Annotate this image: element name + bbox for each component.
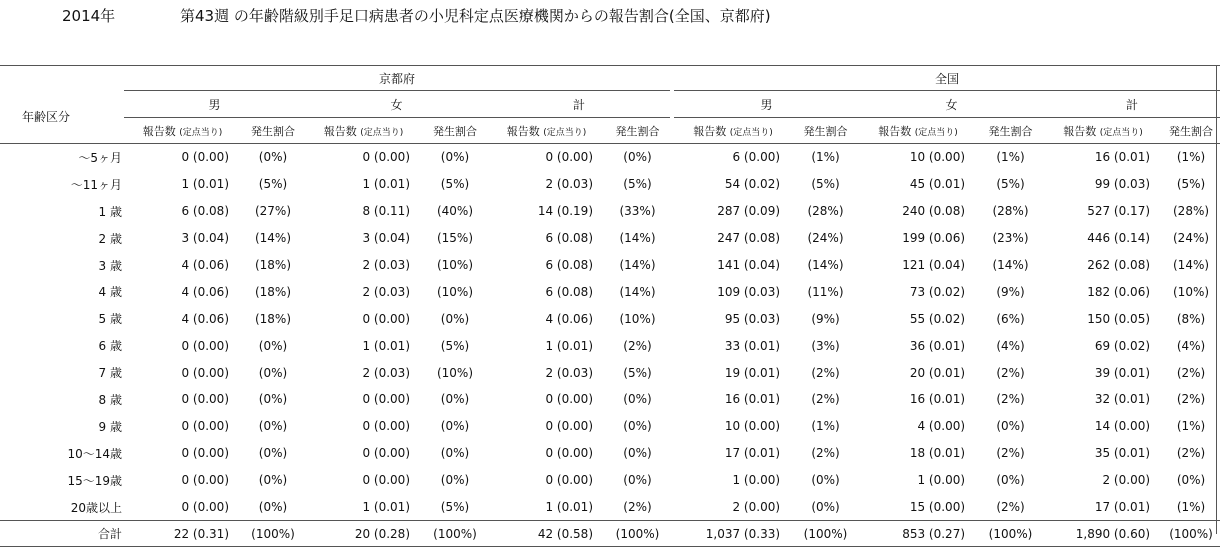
count-cell: 0 (0.00)	[362, 473, 410, 488]
percentage-cell: (14%)	[992, 258, 1029, 272]
count-cell: 3 (0.04)	[362, 231, 410, 246]
count-cell: 2 (0.00)	[1102, 473, 1151, 488]
percentage-cell: (100%)	[241, 521, 305, 547]
count-cell: 0 (0.00)	[362, 419, 410, 434]
count-cell: 0 (0.00)	[362, 150, 410, 165]
age-group-label: 7 歳	[98, 366, 122, 381]
count-cell: 240 (0.08)	[902, 204, 966, 219]
count-cell: 1,037 (0.33)	[674, 521, 792, 547]
count-cell: 14 (0.00)	[1094, 419, 1151, 434]
percentage-cell: (23%)	[992, 231, 1029, 246]
count-cell: 16 (0.01)	[909, 392, 966, 407]
percentage-cell: (0%)	[258, 500, 288, 515]
table-row	[0, 413, 1220, 440]
report-title: 第43週 の年齢階級別手足口病患者の小児科定点医療機関からの報告割合(全国、京都府)	[180, 7, 771, 25]
count-cell: 0 (0.00)	[545, 392, 593, 407]
count-cell: 4 (0.06)	[181, 258, 229, 272]
count-cell: 36 (0.01)	[909, 338, 966, 353]
count-cell: 2 (0.00)	[732, 500, 781, 515]
percentage-cell: (14%)	[1173, 258, 1210, 272]
table-row	[0, 359, 1220, 386]
count-cell: 0 (0.00)	[181, 392, 229, 407]
percentage-cell: (14%)	[619, 284, 656, 299]
count-cell: 69 (0.02)	[1094, 338, 1151, 353]
count-cell: 17 (0.01)	[724, 446, 781, 461]
percentage-cell: (5%)	[1176, 177, 1206, 192]
count-cell: 141 (0.04)	[717, 258, 781, 272]
percentage-cell: (100%)	[1162, 521, 1220, 547]
pct-column-header: 発生割合	[605, 118, 670, 144]
percentage-cell: (10%)	[436, 258, 474, 272]
percentage-cell: (5%)	[440, 338, 470, 353]
age-group-label: 20歳以上	[70, 500, 122, 515]
percentage-cell: (0%)	[811, 473, 840, 488]
count-cell: 287 (0.09)	[717, 204, 781, 219]
percentage-cell: (14%)	[619, 258, 656, 272]
count-sub-label: (定点当り)	[1099, 127, 1143, 138]
percentage-cell: (24%)	[807, 231, 844, 246]
count-cell: 95 (0.03)	[724, 311, 781, 326]
count-cell: 1,890 (0.60)	[1044, 521, 1162, 547]
age-group-label: 8 歳	[98, 392, 122, 407]
count-cell: 1 (0.01)	[362, 338, 410, 353]
percentage-cell: (0%)	[440, 150, 470, 165]
percentage-cell: (2%)	[1176, 365, 1206, 380]
percentage-cell: (0%)	[440, 392, 470, 407]
count-cell: 6 (0.08)	[545, 231, 593, 246]
percentage-cell: (2%)	[811, 365, 840, 380]
count-cell: 1 (0.01)	[545, 338, 593, 353]
count-cell: 73 (0.02)	[909, 284, 966, 299]
percentage-cell: (0%)	[1176, 473, 1206, 488]
sex-header-national-2: 計	[1044, 91, 1220, 118]
count-cell: 15 (0.00)	[909, 500, 966, 515]
count-cell: 10 (0.00)	[909, 150, 966, 165]
percentage-cell: (1%)	[1176, 419, 1206, 434]
age-group-label: 5 歳	[98, 312, 122, 327]
count-cell: 0 (0.00)	[181, 365, 229, 380]
age-group-column-header: 年齢区分	[0, 91, 124, 144]
percentage-cell: (14%)	[254, 231, 292, 246]
sex-header-kyoto-1: 女	[305, 91, 488, 118]
count-cell: 446 (0.14)	[1087, 231, 1151, 246]
percentage-cell: (0%)	[258, 392, 288, 407]
count-cell: 6 (0.08)	[545, 284, 593, 299]
percentage-cell: (15%)	[436, 231, 474, 246]
table-row	[0, 144, 1220, 171]
percentage-cell: (0%)	[623, 150, 652, 165]
table-row	[0, 386, 1220, 413]
count-cell: 2 (0.03)	[362, 258, 410, 272]
count-cell: 0 (0.00)	[362, 392, 410, 407]
percentage-cell: (0%)	[440, 473, 470, 488]
count-cell: 0 (0.00)	[545, 419, 593, 434]
count-cell: 99 (0.03)	[1094, 177, 1151, 192]
count-cell: 0 (0.00)	[545, 473, 593, 488]
age-group-label: ～5ヶ月	[78, 150, 122, 165]
percentage-cell: (4%)	[1176, 338, 1206, 353]
percentage-cell: (0%)	[623, 473, 652, 488]
count-cell: 0 (0.00)	[545, 446, 593, 461]
percentage-cell: (10%)	[1173, 284, 1210, 299]
age-group-label: 10～14歳	[67, 446, 122, 461]
count-cell: 109 (0.03)	[717, 284, 781, 299]
percentage-cell: (40%)	[436, 204, 474, 219]
percentage-cell: (24%)	[1173, 231, 1210, 246]
count-sub-label: (定点当り)	[179, 127, 223, 138]
count-cell: 14 (0.19)	[537, 204, 593, 219]
percentage-cell: (0%)	[623, 419, 652, 434]
count-cell: 0 (0.00)	[181, 446, 229, 461]
count-cell: 0 (0.00)	[545, 150, 593, 165]
count-cell: 45 (0.01)	[909, 177, 966, 192]
percentage-cell: (0%)	[996, 419, 1025, 434]
percentage-cell: (8%)	[1176, 311, 1206, 326]
percentage-cell: (0%)	[440, 311, 470, 326]
percentage-cell: (2%)	[996, 392, 1025, 407]
sex-header-national-1: 女	[859, 91, 1044, 118]
percentage-cell: (4%)	[996, 338, 1025, 353]
percentage-cell: (1%)	[1176, 150, 1206, 165]
count-cell: 1 (0.01)	[362, 177, 410, 192]
table-row	[0, 198, 1220, 225]
age-distribution-table	[0, 65, 1220, 547]
count-cell: 2 (0.03)	[362, 365, 410, 380]
region-header-kyoto: 京都府	[124, 66, 670, 91]
sex-header-national-0: 男	[674, 91, 859, 118]
table-row	[0, 332, 1220, 359]
age-group-label: 2 歳	[98, 231, 122, 246]
count-cell: 6 (0.00)	[732, 150, 781, 165]
percentage-cell: (5%)	[623, 177, 652, 192]
percentage-cell: (0%)	[258, 365, 288, 380]
count-cell: 527 (0.17)	[1087, 204, 1151, 219]
percentage-cell: (3%)	[811, 338, 840, 353]
table-row	[0, 278, 1220, 305]
count-cell: 19 (0.01)	[724, 365, 781, 380]
count-cell: 2 (0.03)	[362, 284, 410, 299]
count-cell: 1 (0.01)	[362, 500, 410, 515]
percentage-cell: (14%)	[619, 231, 656, 246]
percentage-cell: (2%)	[996, 500, 1025, 515]
percentage-cell: (27%)	[254, 204, 292, 219]
count-cell: 150 (0.05)	[1087, 311, 1151, 326]
count-label: 報告数	[323, 124, 357, 138]
percentage-cell: (18%)	[254, 284, 292, 299]
count-cell: 1 (0.00)	[732, 473, 781, 488]
sex-header-kyoto-2: 計	[488, 91, 670, 118]
count-cell: 54 (0.02)	[724, 177, 781, 192]
table-row	[0, 467, 1220, 494]
percentage-cell: (2%)	[811, 392, 840, 407]
count-cell: 0 (0.00)	[181, 338, 229, 353]
count-cell: 6 (0.08)	[545, 258, 593, 272]
count-label: 報告数	[142, 124, 176, 138]
percentage-cell: (2%)	[996, 365, 1025, 380]
percentage-cell: (5%)	[811, 177, 840, 192]
count-label: 報告数	[878, 124, 912, 138]
count-cell: 4 (0.00)	[917, 419, 966, 434]
count-column-header	[859, 118, 977, 144]
count-cell: 39 (0.01)	[1094, 365, 1151, 380]
count-cell: 1 (0.01)	[181, 177, 229, 192]
count-cell: 182 (0.06)	[1087, 284, 1151, 299]
table-row	[0, 225, 1220, 252]
percentage-cell: (1%)	[811, 419, 840, 434]
percentage-cell: (10%)	[436, 284, 474, 299]
count-cell: 4 (0.06)	[181, 284, 229, 299]
percentage-cell: (28%)	[1173, 204, 1210, 219]
region-header-national: 全国	[674, 66, 1220, 91]
percentage-cell: (5%)	[440, 500, 470, 515]
percentage-cell: (5%)	[440, 177, 470, 192]
percentage-cell: (18%)	[254, 311, 292, 326]
count-cell: 33 (0.01)	[724, 338, 781, 353]
count-cell: 247 (0.08)	[717, 231, 781, 246]
count-cell: 4 (0.06)	[181, 311, 229, 326]
count-cell: 0 (0.00)	[181, 500, 229, 515]
percentage-cell: (2%)	[623, 500, 652, 515]
pct-column-header: 発生割合	[1162, 118, 1220, 144]
count-cell: 16 (0.01)	[724, 392, 781, 407]
percentage-cell: (2%)	[623, 338, 652, 353]
pct-column-header: 発生割合	[422, 118, 488, 144]
table-row	[0, 171, 1220, 198]
count-cell: 18 (0.01)	[909, 446, 966, 461]
pct-column-header: 発生割合	[241, 118, 305, 144]
percentage-cell: (0%)	[440, 446, 470, 461]
percentage-cell: (1%)	[996, 150, 1025, 165]
age-group-label: 6 歳	[98, 339, 122, 354]
percentage-cell: (0%)	[623, 446, 652, 461]
total-label: 合計	[0, 521, 124, 547]
count-sub-label: (定点当り)	[543, 127, 587, 138]
count-label: 報告数	[693, 124, 727, 138]
percentage-cell: (0%)	[811, 500, 840, 515]
pct-column-header: 発生割合	[792, 118, 859, 144]
count-cell: 199 (0.06)	[902, 231, 966, 246]
percentage-cell: (1%)	[1176, 500, 1206, 515]
percentage-cell: (5%)	[258, 177, 288, 192]
percentage-cell: (100%)	[792, 521, 859, 547]
table-row	[0, 494, 1220, 521]
count-cell: 0 (0.00)	[362, 446, 410, 461]
count-cell: 2 (0.03)	[545, 365, 593, 380]
percentage-cell: (9%)	[811, 311, 840, 326]
percentage-cell: (0%)	[258, 338, 288, 353]
count-cell: 6 (0.08)	[181, 204, 229, 219]
count-cell: 35 (0.01)	[1094, 446, 1151, 461]
percentage-cell: (9%)	[996, 284, 1025, 299]
count-cell: 8 (0.11)	[362, 204, 410, 219]
count-column-header	[124, 118, 241, 144]
percentage-cell: (0%)	[623, 392, 652, 407]
percentage-cell: (2%)	[1176, 392, 1206, 407]
report-year: 2014年	[62, 7, 116, 25]
percentage-cell: (0%)	[996, 473, 1025, 488]
percentage-cell: (0%)	[258, 150, 288, 165]
count-cell: 20 (0.28)	[305, 521, 422, 547]
percentage-cell: (2%)	[996, 446, 1025, 461]
age-group-label: 4 歳	[98, 285, 122, 300]
percentage-cell: (0%)	[440, 419, 470, 434]
percentage-cell: (100%)	[422, 521, 488, 547]
count-cell: 42 (0.58)	[488, 521, 605, 547]
count-column-header	[488, 118, 605, 144]
count-cell: 121 (0.04)	[902, 258, 966, 272]
table-row	[0, 440, 1220, 467]
table-right-border	[1216, 65, 1217, 534]
count-cell: 0 (0.00)	[181, 473, 229, 488]
count-cell: 22 (0.31)	[124, 521, 241, 547]
count-cell: 0 (0.00)	[362, 311, 410, 326]
table-row	[0, 305, 1220, 332]
pct-column-header: 発生割合	[977, 118, 1044, 144]
percentage-cell: (14%)	[807, 258, 844, 272]
count-cell: 1 (0.00)	[917, 473, 966, 488]
percentage-cell: (6%)	[996, 311, 1025, 326]
percentage-cell: (2%)	[811, 446, 840, 461]
sex-header-kyoto-0: 男	[124, 91, 305, 118]
age-group-label: ～11ヶ月	[70, 177, 122, 192]
age-group-label: 15～19歳	[67, 473, 122, 488]
count-cell: 20 (0.01)	[909, 365, 966, 380]
age-group-label: 3 歳	[98, 258, 122, 273]
count-label: 報告数	[1063, 124, 1097, 138]
count-cell: 4 (0.06)	[545, 311, 593, 326]
percentage-cell: (100%)	[605, 521, 670, 547]
count-cell: 853 (0.27)	[859, 521, 977, 547]
table-row	[0, 252, 1220, 279]
percentage-cell: (0%)	[258, 446, 288, 461]
count-cell: 2 (0.03)	[545, 177, 593, 192]
count-cell: 17 (0.01)	[1094, 500, 1151, 515]
count-column-header	[1044, 118, 1162, 144]
count-column-header	[305, 118, 422, 144]
percentage-cell: (11%)	[807, 284, 844, 299]
percentage-cell: (100%)	[977, 521, 1044, 547]
percentage-cell: (5%)	[623, 365, 652, 380]
count-sub-label: (定点当り)	[360, 127, 404, 138]
count-column-header	[674, 118, 792, 144]
count-sub-label: (定点当り)	[729, 127, 773, 138]
percentage-cell: (1%)	[811, 150, 840, 165]
percentage-cell: (0%)	[258, 473, 288, 488]
age-group-label: 9 歳	[98, 419, 122, 434]
percentage-cell: (18%)	[254, 258, 292, 272]
count-cell: 3 (0.04)	[181, 231, 229, 246]
percentage-cell: (28%)	[807, 204, 844, 219]
percentage-cell: (2%)	[1176, 446, 1206, 461]
percentage-cell: (28%)	[992, 204, 1029, 219]
count-sub-label: (定点当り)	[914, 127, 958, 138]
percentage-cell: (10%)	[436, 365, 474, 380]
percentage-cell: (33%)	[619, 204, 656, 219]
count-cell: 0 (0.00)	[181, 150, 229, 165]
count-label: 報告数	[506, 124, 540, 138]
age-group-label: 1 歳	[98, 204, 122, 219]
percentage-cell: (10%)	[619, 311, 656, 326]
count-cell: 1 (0.01)	[545, 500, 593, 515]
count-cell: 10 (0.00)	[724, 419, 781, 434]
count-cell: 32 (0.01)	[1094, 392, 1151, 407]
count-cell: 16 (0.01)	[1094, 150, 1151, 165]
percentage-cell: (0%)	[258, 419, 288, 434]
count-cell: 262 (0.08)	[1087, 258, 1151, 272]
count-cell: 0 (0.00)	[181, 419, 229, 434]
percentage-cell: (5%)	[996, 177, 1025, 192]
count-cell: 55 (0.02)	[909, 311, 966, 326]
